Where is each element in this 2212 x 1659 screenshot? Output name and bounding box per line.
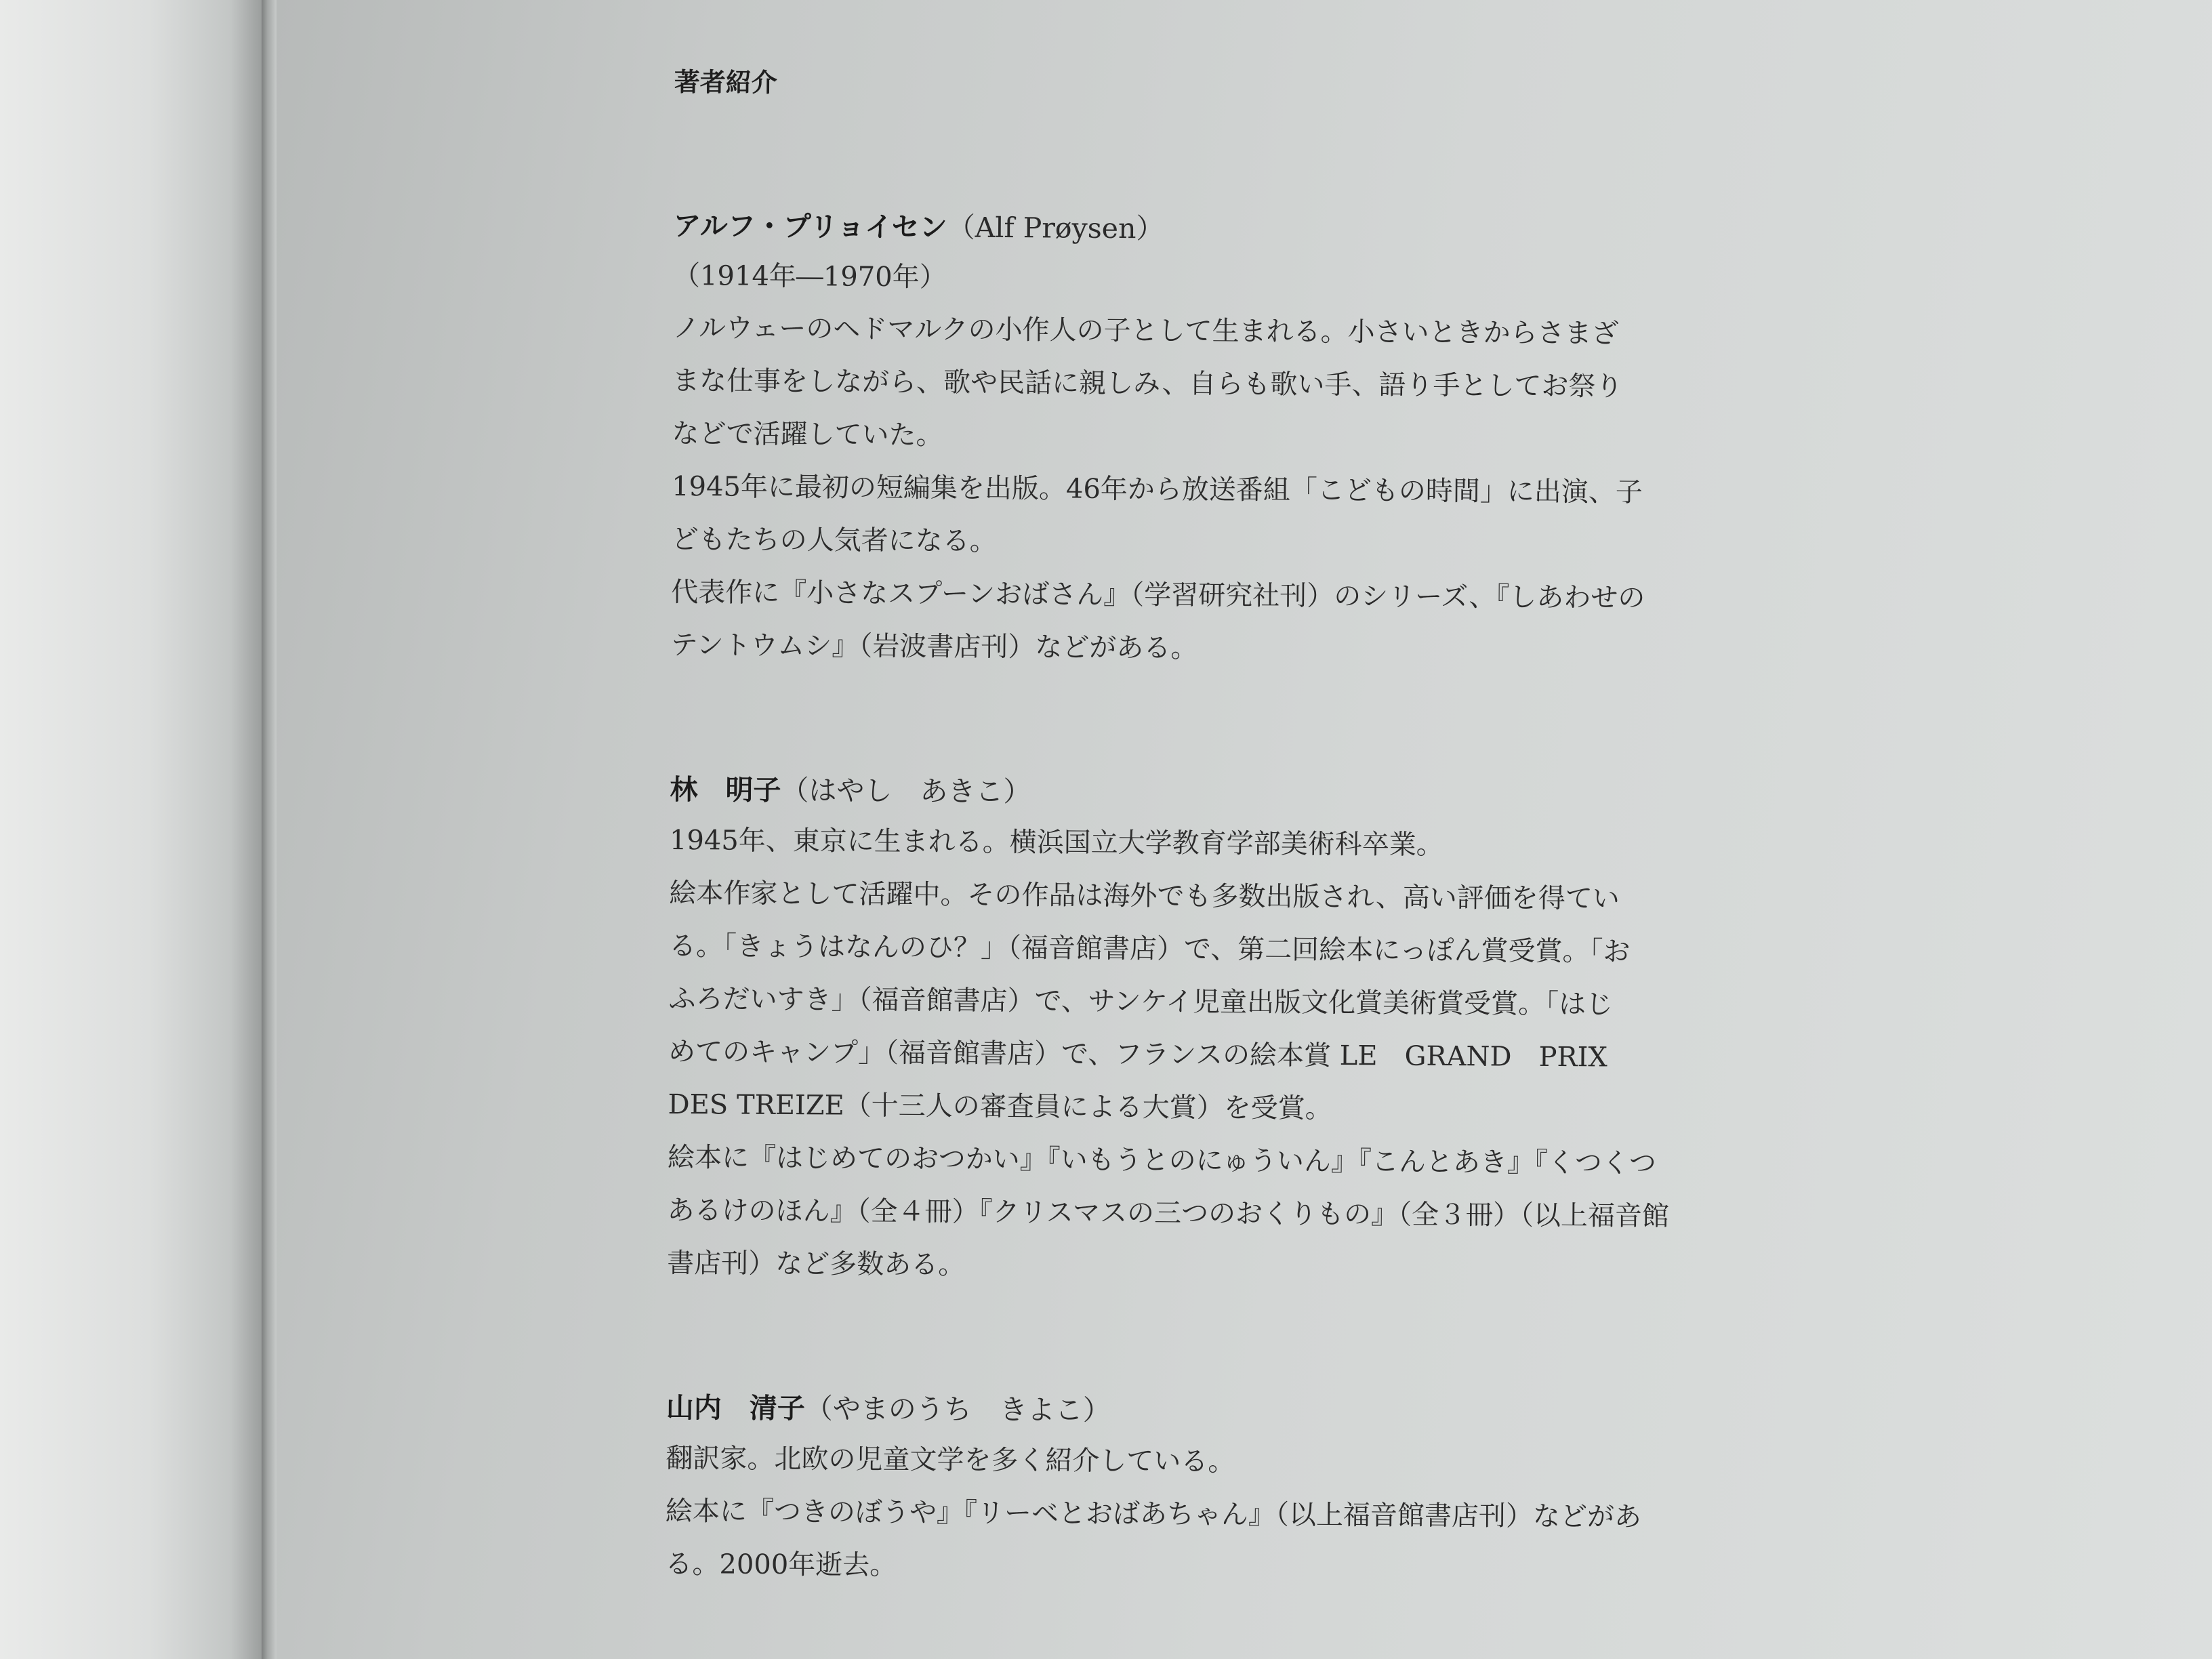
left-page [0,0,271,1659]
author-dates: （1914年―1970年） [672,260,947,293]
author-reading: （はやし あきこ） [781,773,1031,808]
section-heading: 著者紹介 [674,66,777,98]
author-name-line [673,201,1737,257]
bio-line: DES TREIZE（十三人の審査員による大賞）を受賞。 [668,1088,1332,1124]
bio-line: 翻訳家。北欧の児童文学を多く紹介している。 [665,1442,1235,1478]
author-entry-hayashi [667,765,1734,1296]
bio-line: 1945年、東京に生まれる。横浜国立大学教育学部美術科卒業。 [669,824,1443,861]
bio-line: 絵本作家として活躍中。その作品は海外でも多数出版され、高い評価を得てい [669,877,1620,915]
author-entry-proysen [670,201,1737,678]
author-name: 林 明子 [670,773,781,806]
bio-line: 1945年に最初の短編集を出版。46年から放送番組「こどもの時間」に出演、子 [672,470,1643,508]
bio-line: 書店刊）など多数ある。 [667,1247,966,1281]
bio-line: ノルウェーのヘドマルクの小作人の子として生まれる。小さいときからさまざ [672,312,1619,350]
bio-line: などで活躍していた。 [672,417,943,451]
author-name: 山内 清子 [665,1391,806,1425]
bio-line: ふろだいすき」（福音館書店）で、サンケイ児童出版文化賞美術賞受賞。「はじ [668,983,1614,1021]
bio-line: めてのキャンプ」（福音館書店）で、フランスの絵本賞 LE GRAND PRIX [668,1036,1607,1073]
bio-line: あるけのほん』（全４冊）『クリスマスの三つのおくりもの』（全３冊）（以上福音館 [667,1194,1670,1232]
author-profiles [665,61,1738,1597]
bio-line: テントウムシ』（岩波書店刊）などがある。 [670,629,1198,664]
author-reading: （やまのうち きよこ） [804,1392,1111,1427]
author-name-line [666,1383,1730,1439]
bio-line: 絵本に『はじめてのおつかい』『いもうとのにゅういん』『こんとあき』『くつくつ [667,1141,1657,1179]
bio-line: 代表作に『小さなスプーンおばさん』（学習研究社刊）のシリーズ、『しあわせの [671,576,1645,614]
author-name-line [670,765,1734,821]
page-gutter [262,0,276,1659]
bio-line: る。2000年逝去。 [665,1548,897,1582]
author-reading: （Alf Prøysen） [947,211,1164,245]
bio-line: 絵本に『つきのぼうや』『リーベとおばあちゃん』（以上福音館書店刊）などがあ [665,1495,1642,1533]
bio-line: る。「きょうはなんのひ？」（福音館書店）で、第二回絵本にっぽん賞受賞。「お [668,930,1631,968]
author-entry-yamanouchi [665,1383,1730,1597]
author-name: アルフ・プリョイセン [673,209,947,244]
bio-line: まな仕事をしながら、歌や民話に親しみ、自らも歌い手、語り手としてお祭り [672,365,1623,403]
bio-line: どもたちの人気者になる。 [671,523,997,557]
